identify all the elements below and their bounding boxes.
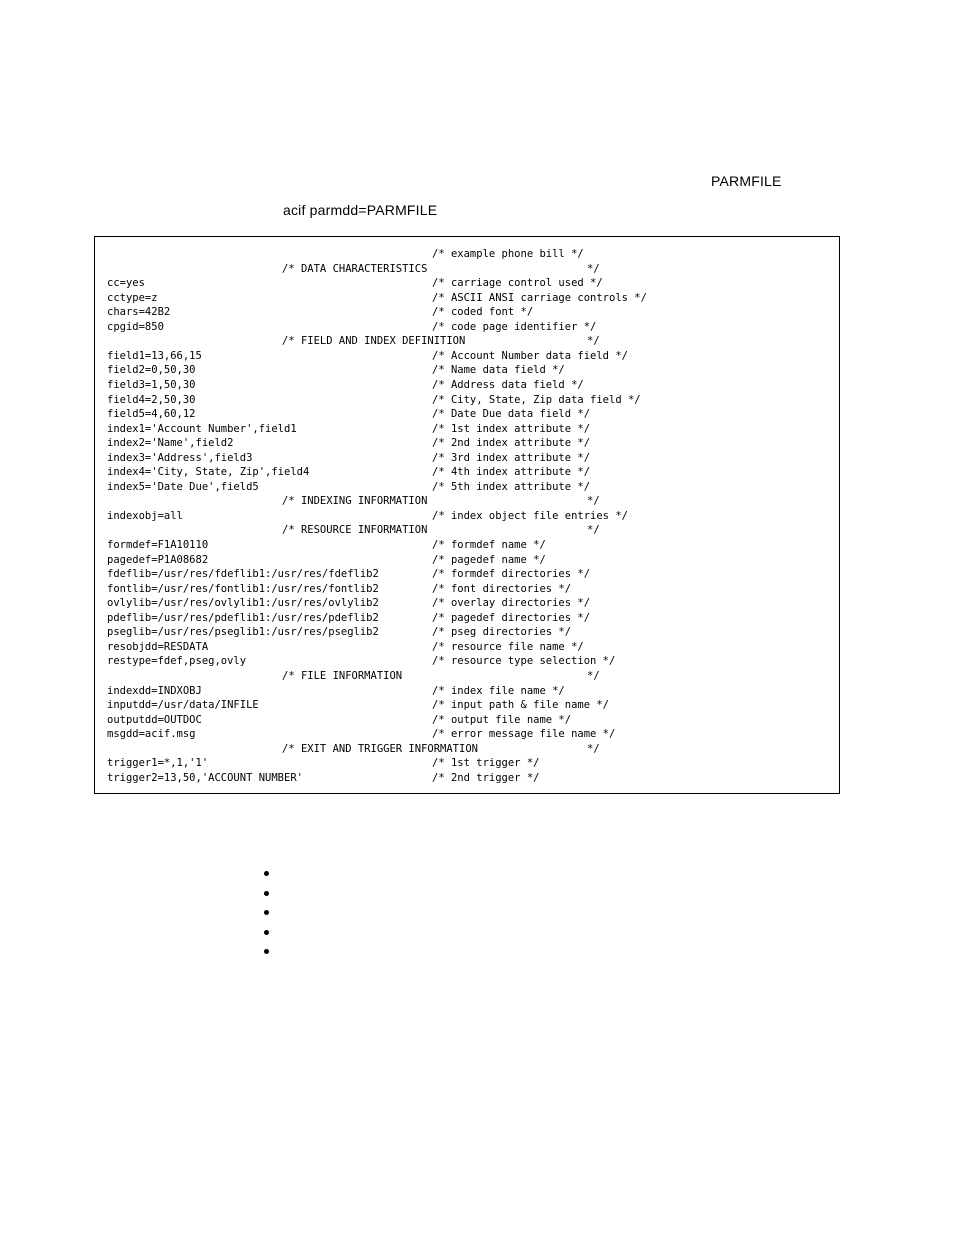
bullet-item xyxy=(262,944,272,964)
parmfile-label: PARMFILE xyxy=(711,173,782,189)
comment-end-text: */ xyxy=(587,742,600,755)
comment-text: /* Name data field */ xyxy=(432,364,565,377)
comment-text: /* output file name */ xyxy=(432,713,572,726)
comment-text: /* Date Due data field */ xyxy=(432,408,591,421)
parameter-text: cpgid=850 xyxy=(107,320,164,333)
parameter-text: resobjdd=RESDATA xyxy=(107,640,209,653)
parameter-text: msgdd=acif.msg xyxy=(107,728,196,741)
comment-text: /* 3rd index attribute */ xyxy=(432,451,591,464)
comment-text: /* resource type selection */ xyxy=(432,655,616,668)
section-header-text: /* INDEXING INFORMATION xyxy=(282,495,428,508)
comment-text: /* carriage control used */ xyxy=(432,277,603,290)
comment-text: /* 1st index attribute */ xyxy=(432,422,591,435)
parameter-text: trigger2=13,50,'ACCOUNT NUMBER' xyxy=(107,771,303,784)
comment-text: /* resource file name */ xyxy=(432,640,584,653)
comment-text: /* City, State, Zip data field */ xyxy=(432,393,641,406)
bullet-list xyxy=(262,866,272,964)
parameter-text: fdeflib=/usr/res/fdeflib1:/usr/res/fdeflib2 xyxy=(107,568,379,581)
comment-text: /* example phone bill */ xyxy=(432,248,584,260)
comment-text: /* pseg directories */ xyxy=(432,626,572,639)
comment-text: /* formdef directories */ xyxy=(432,568,591,581)
parameter-text: chars=42B2 xyxy=(107,306,171,319)
bullet-item xyxy=(262,925,272,945)
parameter-text: index3='Address',field3 xyxy=(107,451,253,464)
parameter-text: field1=13,66,15 xyxy=(107,349,202,362)
parameter-text: restype=fdef,pseg,ovly xyxy=(107,655,247,668)
parameter-text: cctype=z xyxy=(107,291,158,304)
comment-text: /* font directories */ xyxy=(432,582,572,595)
comment-end-text: */ xyxy=(587,262,600,275)
parameter-text: index4='City, State, Zip',field4 xyxy=(107,466,310,479)
comment-end-text: */ xyxy=(587,524,600,537)
parameter-text: outputdd=OUTDOC xyxy=(107,713,202,726)
bullet-item xyxy=(262,905,272,925)
acif-command: acif parmdd=PARMFILE xyxy=(283,202,438,218)
comment-text: /* pagedef name */ xyxy=(432,553,546,566)
parameter-text: index1='Account Number',field1 xyxy=(107,422,297,435)
section-header-text: /* RESOURCE INFORMATION xyxy=(282,524,428,537)
section-header-text: /* DATA CHARACTERISTICS xyxy=(282,262,428,275)
section-header-text: /* FIELD AND INDEX DEFINITION xyxy=(282,335,466,348)
comment-text: /* overlay directories */ xyxy=(432,597,591,610)
comment-text: /* error message file name */ xyxy=(432,728,616,741)
comment-text: /* index object file entries */ xyxy=(432,509,628,522)
parameter-text: ovlylib=/usr/res/ovlylib1:/usr/res/ovlylib2 xyxy=(107,597,379,610)
comment-text: /* 2nd trigger */ xyxy=(432,771,540,784)
comment-end-text: */ xyxy=(587,669,600,682)
parameter-text: trigger1=*,1,'1' xyxy=(107,757,209,770)
comment-text: /* ASCII ANSI carriage controls */ xyxy=(432,291,647,304)
parameter-text: cc=yes xyxy=(107,277,145,290)
comment-text: /* 4th index attribute */ xyxy=(432,466,591,479)
comment-text: /* pagedef directories */ xyxy=(432,611,591,624)
parameter-text: field4=2,50,30 xyxy=(107,393,196,406)
comment-text: /* 2nd index attribute */ xyxy=(432,437,591,450)
parameter-text: field3=1,50,30 xyxy=(107,378,196,391)
comment-text: /* 1st trigger */ xyxy=(432,757,540,770)
parameter-text: index5='Date Due',field5 xyxy=(107,480,259,493)
section-header-text: /* EXIT AND TRIGGER INFORMATION xyxy=(282,742,478,755)
section-header-text: /* FILE INFORMATION xyxy=(282,669,403,682)
parameter-text: index2='Name',field2 xyxy=(107,437,234,450)
comment-end-text: */ xyxy=(587,495,600,508)
bullet-item xyxy=(262,886,272,906)
parameter-text: indexobj=all xyxy=(107,509,183,522)
parameter-text: field5=4,60,12 xyxy=(107,408,196,421)
comment-text: /* 5th index attribute */ xyxy=(432,480,591,493)
comment-text: /* Address data field */ xyxy=(432,378,584,391)
parameter-text: inputdd=/usr/data/INFILE xyxy=(107,699,259,712)
comment-text: /* index file name */ xyxy=(432,684,565,697)
parameter-file-listing xyxy=(94,236,840,794)
comment-end-text: */ xyxy=(587,335,600,348)
parameter-text: fontlib=/usr/res/fontlib1:/usr/res/fontlib2 xyxy=(107,582,379,595)
parameter-text: pagedef=P1A08682 xyxy=(107,553,209,566)
comment-text: /* formdef name */ xyxy=(432,539,546,551)
comment-text: /* code page identifier */ xyxy=(432,320,597,333)
parameter-text: field2=0,50,30 xyxy=(107,364,196,377)
bullet-item xyxy=(262,866,272,886)
parameter-text: formdef=F1A10110 xyxy=(107,539,209,551)
comment-text: /* Account Number data field */ xyxy=(432,349,628,362)
parameter-text: pdeflib=/usr/res/pdeflib1:/usr/res/pdeflib2 xyxy=(107,611,379,624)
comment-text: /* coded font */ xyxy=(432,306,534,319)
parameter-text: pseglib=/usr/res/pseglib1:/usr/res/pseglib2 xyxy=(107,626,379,639)
parameter-text: indexdd=INDXOBJ xyxy=(107,684,202,697)
comment-text: /* input path & file name */ xyxy=(432,699,610,712)
